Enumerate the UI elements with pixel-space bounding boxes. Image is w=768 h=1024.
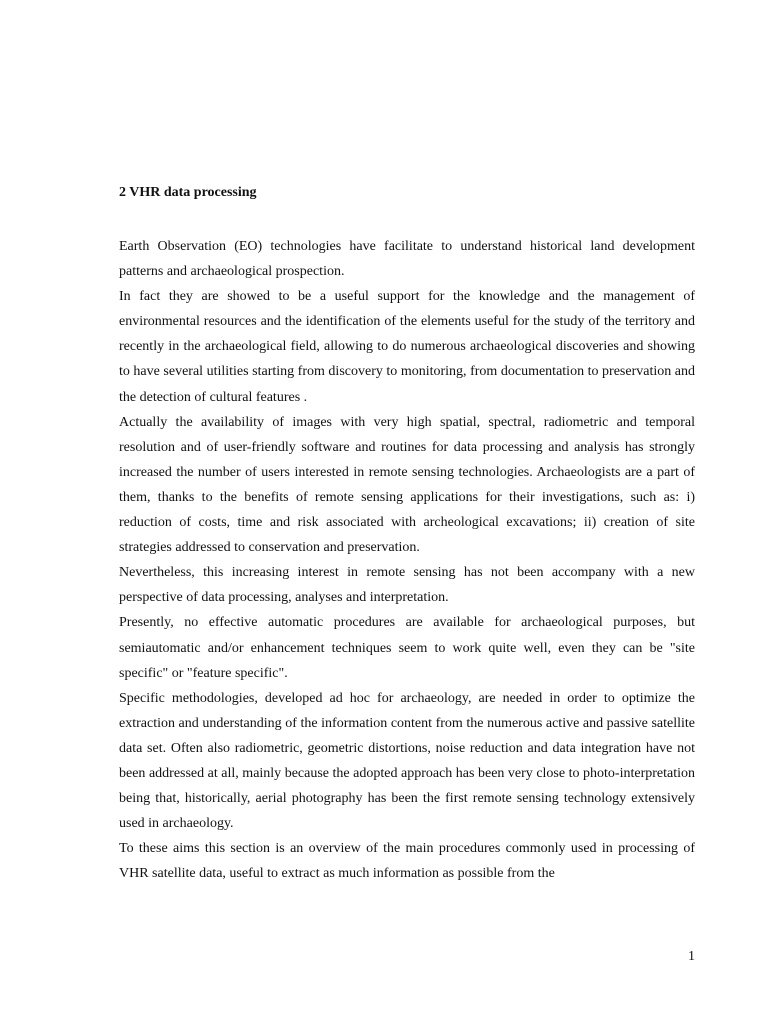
page-number: 1 — [688, 949, 695, 964]
paragraph-usefulness: In fact they are showed to be a useful support for the knowledge and the management of environmental resources and the identification of the elements useful for the study of the territory and recently in the archaeological field, allowing to do numerous archaeological discoveries and showing to have several utilities starting from discovery to monitoring, from documentation to preservation and the detection of cultural features . — [119, 289, 695, 405]
paragraph-methodologies: Specific methodologies, developed ad hoc for archaeology, are needed in order to optimize the extraction and understanding of the information content from the numerous active and passive satellite data set. Often also radiometric, geometric distortions, noise reduction and data integration have not been addressed at all, mainly because the adopted approach has been very close to photo-interpretation being that, historically, aerial photography has been the first remote sensing technology extensively used in archaeology. — [119, 690, 695, 832]
paragraph-presently: Presently, no effective automatic procedures are available for archaeological purposes, but semiautomatic and/or enhancement techniques seem to work quite well, even they can be "site specific" or "feature specific". — [119, 615, 695, 681]
paragraph-eo-intro: Earth Observation (EO) technologies have facilitate to understand historical land development patterns and archaeological prospection. — [119, 239, 695, 280]
body-text — [119, 234, 695, 886]
paragraph-nevertheless: Nevertheless, this increasing interest in remote sensing has not been accompany with a new perspective of data processing, analyses and interpretation. — [119, 565, 695, 606]
section-heading: 2 VHR data processing — [119, 185, 257, 200]
paragraph-aims: To these aims this section is an overview of the main procedures commonly used in processing of VHR satellite data, useful to extract as much information as possible from the — [119, 841, 695, 882]
paragraph-availability: Actually the availability of images with very high spatial, spectral, radiometric and temporal resolution and of user-friendly software and routines for data processing and analysis has strongly increased the number of users interested in remote sensing technologies. Archaeologists are a part of them, thanks to the benefits of remote sensing applications for their investigations, such as: i) reduction of costs, time and risk associated with archeological excavations; ii) creation of site strategies addressed to conservation and preservation. — [119, 414, 695, 556]
